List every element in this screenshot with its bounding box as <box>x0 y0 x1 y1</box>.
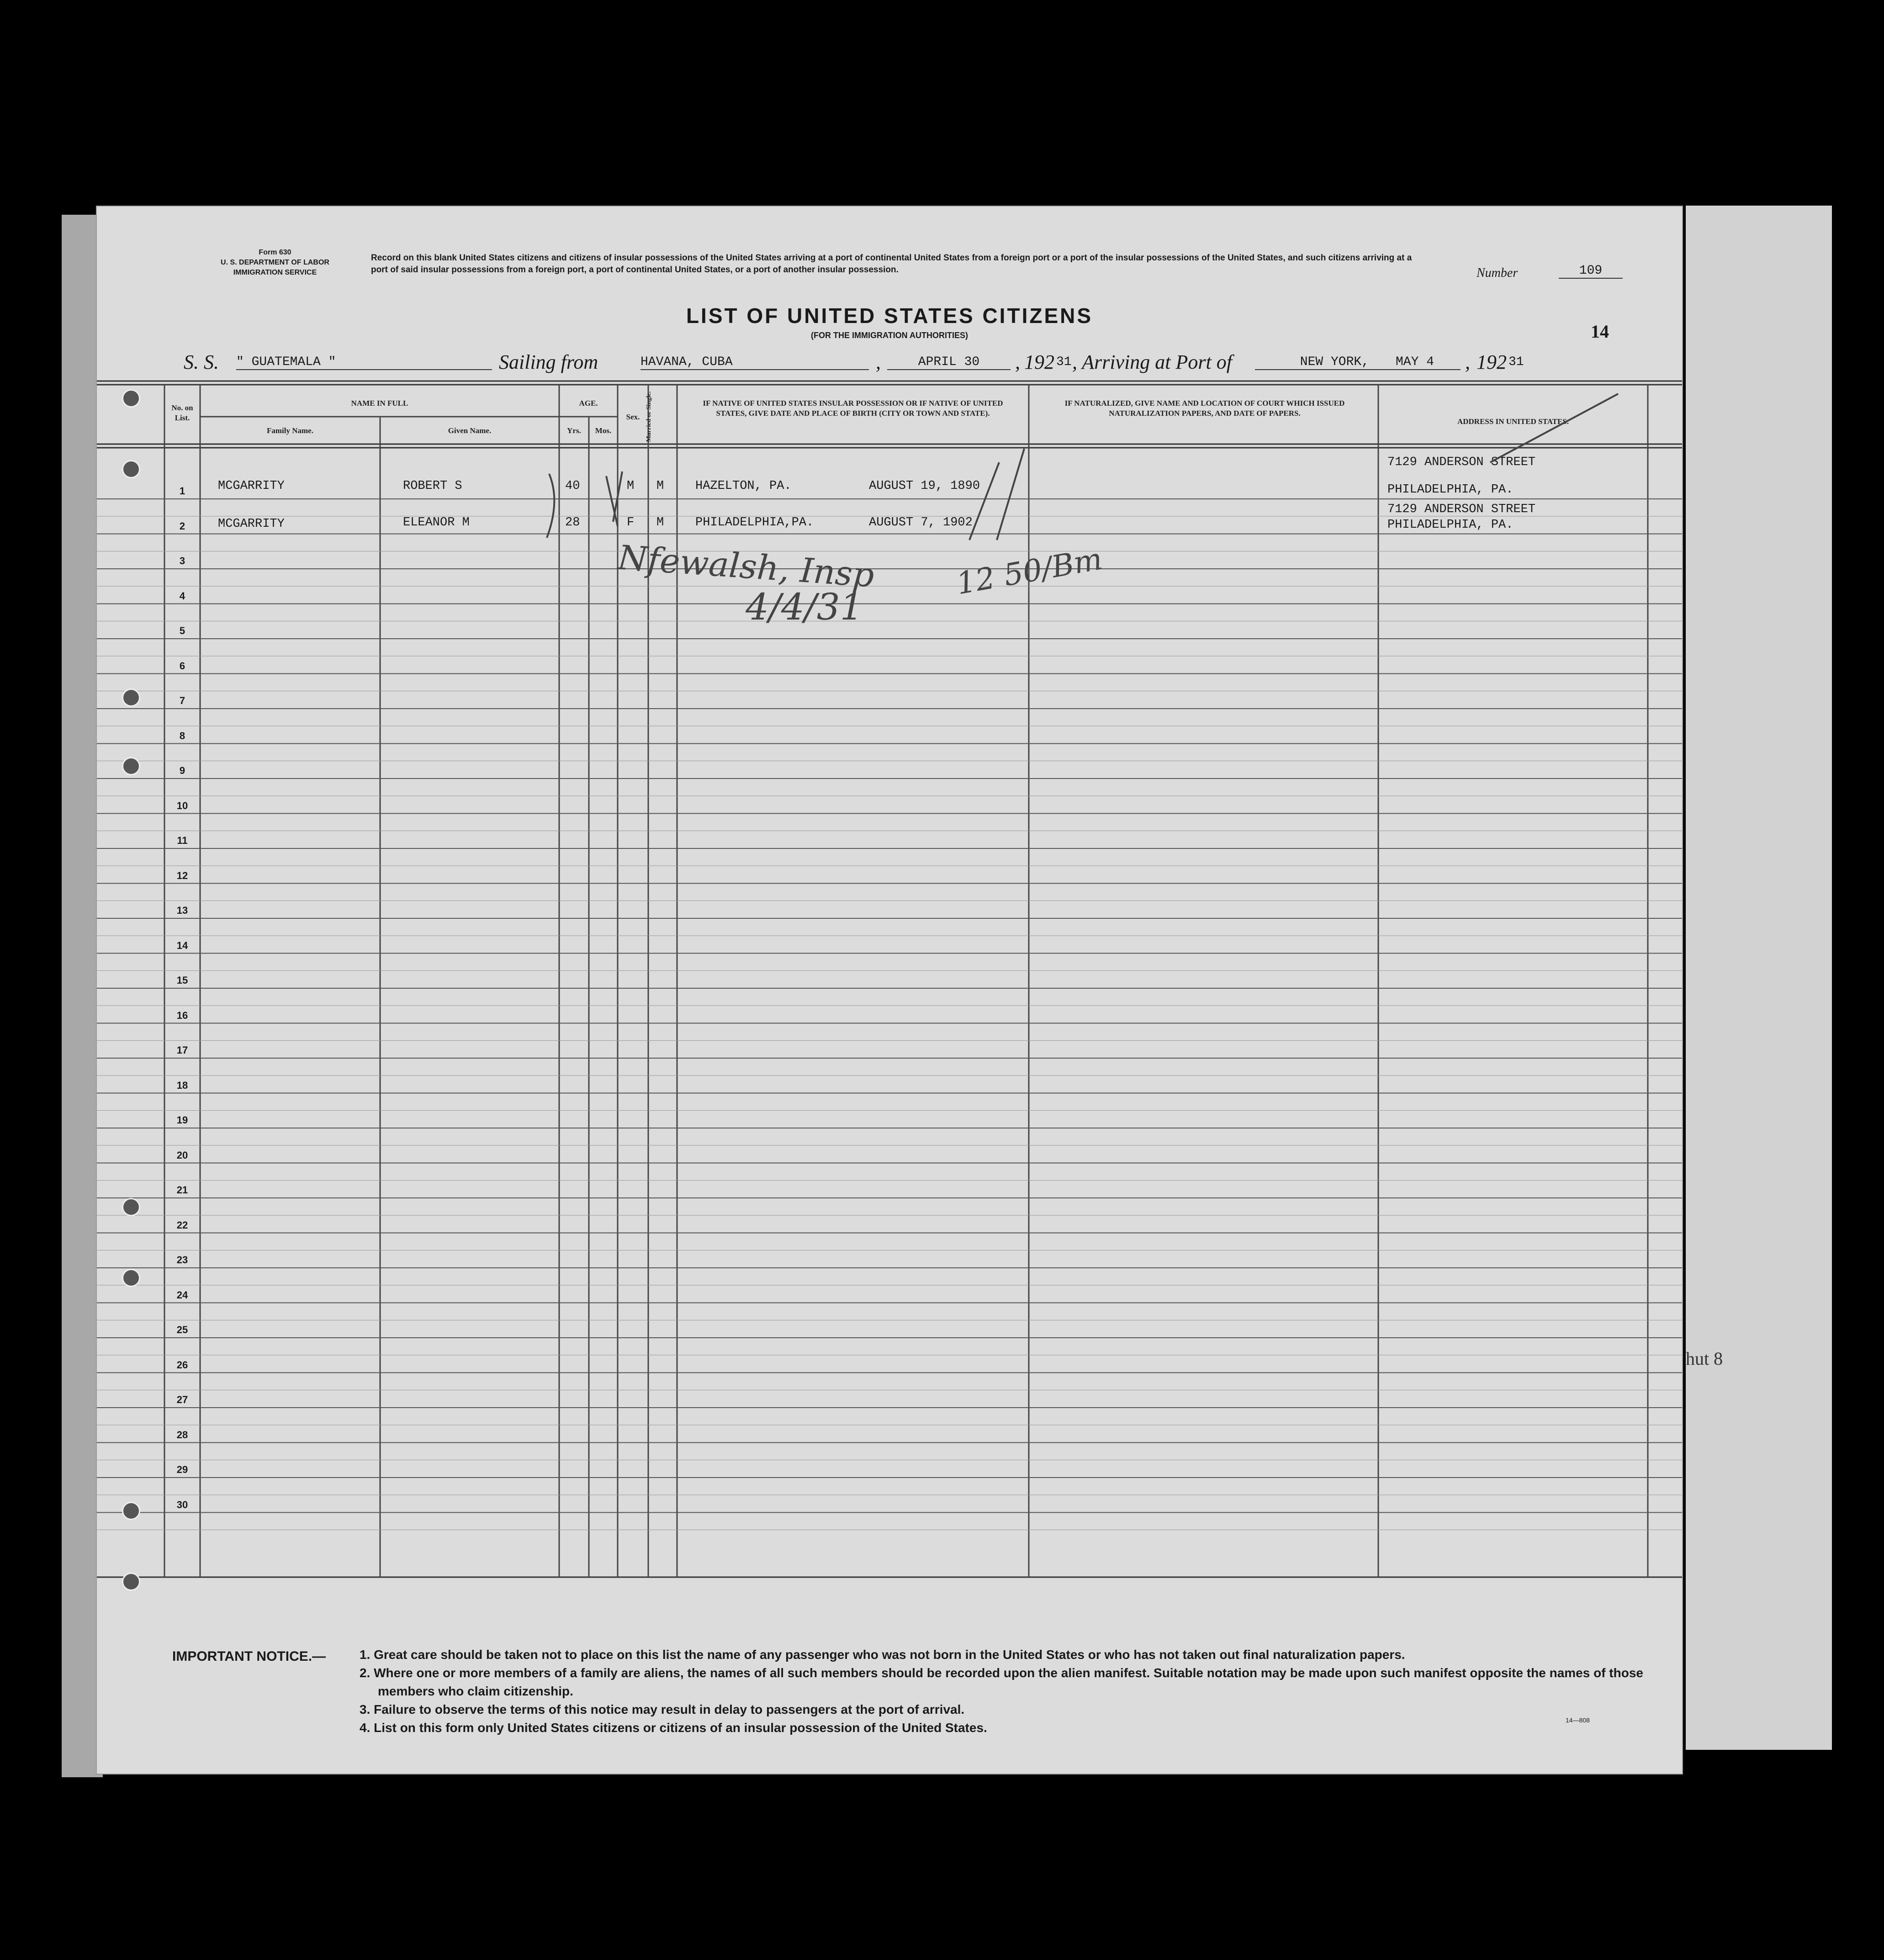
row-number: 24 <box>176 1289 188 1301</box>
inspector-signature: Nfewalsh, Insp <box>616 538 876 595</box>
row-number: 27 <box>176 1394 188 1405</box>
row-number: 13 <box>176 905 188 916</box>
arrival-year: 31 <box>1508 355 1524 369</box>
row-number: 8 <box>179 730 185 742</box>
row-number: 28 <box>176 1429 188 1441</box>
ss-label: S. S. <box>184 351 219 373</box>
comma-1: , <box>876 351 881 373</box>
sailing-label: Sailing from <box>499 351 598 373</box>
comma-2: , <box>1015 351 1020 373</box>
notice-lead: IMPORTANT NOTICE.— <box>172 1649 326 1664</box>
page-title: LIST OF UNITED STATES CITIZENS <box>686 304 1093 328</box>
family-name: MCGARRITY <box>218 479 285 493</box>
row-number: 3 <box>179 555 185 567</box>
age-years: 28 <box>565 516 580 530</box>
punch-hole <box>122 1573 140 1591</box>
row-number: 20 <box>176 1149 188 1161</box>
ship-name: " GUATEMALA " <box>236 355 492 370</box>
notice-items <box>360 1646 1657 1737</box>
birth-date: AUGUST 7, 1902 <box>869 516 973 530</box>
row-number: 18 <box>176 1079 188 1091</box>
col-header-family-name: Family Name. <box>267 426 313 435</box>
record-instructions: Record on this blank United States citizens and citizens of insular possessions of the United States arriving at a port of continental United States from a foreign port or a port of the insular possessions of the United States, and such citizens arriving at a port of said insular possessions from a foreign port, a port of continental United States, or a port of another insular possession. <box>371 253 1412 275</box>
row-number: 4 <box>179 590 185 602</box>
col-header-age: AGE. <box>579 399 598 408</box>
punch-hole <box>122 389 140 408</box>
form-number: Form 630 <box>259 249 291 256</box>
notice-item-4: 4. List on this form only United States citizens or citizens of an insular possession of the United States. <box>360 1721 987 1735</box>
row-number: 30 <box>176 1499 188 1510</box>
row-number: 22 <box>176 1219 188 1231</box>
row-number: 6 <box>179 660 185 672</box>
row-number: 26 <box>176 1359 188 1371</box>
departure-year: 31 <box>1056 355 1072 369</box>
row-number: 5 <box>179 625 185 636</box>
notice-item-3: 3. Failure to observe the terms of this notice may result in delay to passengers at the port of arrival. <box>360 1702 965 1716</box>
year-prefix-1: 192 <box>1024 351 1054 373</box>
col-header-number: No. on List. <box>171 403 193 422</box>
service-name: IMMIGRATION SERVICE <box>233 269 317 276</box>
age-years: 40 <box>565 479 580 493</box>
address-line-1: 7129 ANDERSON STREET <box>1387 456 1536 469</box>
punch-hole <box>122 757 140 775</box>
arrival-port: NEW YORK, <box>1255 355 1369 370</box>
department-name: U. S. DEPARTMENT OF LABOR <box>221 259 329 266</box>
birth-date: AUGUST 19, 1890 <box>869 479 980 493</box>
adjacent-page-strip <box>1686 206 1832 1750</box>
handwritten-ticks <box>97 207 1682 1774</box>
row-number: 2 <box>179 520 185 532</box>
row-number: 11 <box>177 835 188 846</box>
col-header-address: ADDRESS IN UNITED STATES. <box>1457 417 1569 426</box>
arrival-date: MAY 4 <box>1369 355 1461 370</box>
birth-place: PHILADELPHIA,PA. <box>695 516 814 530</box>
row-number: 10 <box>176 800 188 811</box>
row-number: 12 <box>176 869 188 881</box>
time-note: 12 50/Bm <box>953 541 1105 602</box>
col-header-naturalized: IF NATURALIZED, GIVE NAME AND LOCATION OF COURT WHICH ISSUED NATURALIZATION PAPERS, AND DATE OF PAPERS. <box>1064 399 1345 418</box>
row-number: 1 <box>179 485 185 497</box>
col-header-birth: IF NATIVE OF UNITED STATES INSULAR POSSESSION OR IF NATIVE OF UNITED STATES, GIVE DATE AND PLACE OF BIRTH (CITY OR TOWN AND STATE). <box>703 399 1003 418</box>
row-number: 21 <box>176 1184 188 1196</box>
row-number: 15 <box>176 975 188 986</box>
row-number: 16 <box>176 1009 188 1021</box>
col-header-sex: Sex. <box>626 413 640 421</box>
col-header-months: Mos. <box>595 426 612 435</box>
row-number: 19 <box>176 1114 188 1126</box>
notice-item-2: 2. Where one or more members of a family are aliens, the names of all such members should be recorded upon the alien manifest. Suitable notation may be made upon such manifest opposite the names of those members who claim citizenship. <box>360 1666 1643 1698</box>
address-line-2: PHILADELPHIA, PA. <box>1387 518 1514 532</box>
col-header-name-in-full: NAME IN FULL <box>351 399 408 408</box>
punch-hole <box>122 1502 140 1520</box>
marital-status: M <box>656 479 664 493</box>
family-name: MCGARRITY <box>218 517 285 531</box>
row-number: 29 <box>176 1464 188 1475</box>
sex: F <box>627 516 635 530</box>
printer-code: 14—808 <box>1566 1716 1590 1724</box>
inspection-date: 4/4/31 <box>746 586 863 628</box>
arriving-label: , Arriving at Port of <box>1072 351 1232 373</box>
notice-item-1: 1. Great care should be taken not to place on this list the name of any passenger who was not born in the United States or who has not taken out final naturalization papers. <box>360 1647 1405 1662</box>
number-label: Number <box>1477 266 1518 280</box>
departure-port: HAVANA, CUBA <box>640 355 869 370</box>
row-number: 23 <box>176 1254 188 1266</box>
row-number: 9 <box>179 765 185 776</box>
address-line-1: 7129 ANDERSON STREET <box>1387 503 1536 516</box>
sex: M <box>627 479 635 493</box>
year-prefix-2: 192 <box>1477 351 1507 373</box>
row-number: 25 <box>176 1324 188 1335</box>
given-name: ROBERT S <box>403 479 462 493</box>
punch-hole <box>122 460 140 478</box>
punch-hole <box>122 689 140 707</box>
punch-hole <box>122 1198 140 1216</box>
address-line-2: PHILADELPHIA, PA. <box>1387 483 1514 497</box>
col-header-given-name: Given Name. <box>448 426 492 435</box>
col-header-marital: Married or Single. <box>646 391 652 442</box>
number-value: 109 <box>1559 264 1623 279</box>
row-number: 14 <box>176 939 188 951</box>
birth-place: HAZELTON, PA. <box>695 479 792 493</box>
document-sheet <box>96 206 1683 1775</box>
row-number: 7 <box>179 695 185 706</box>
punch-hole <box>122 1269 140 1287</box>
departure-date: APRIL 30 <box>887 355 1011 370</box>
row-number: 17 <box>176 1044 188 1056</box>
page-subtitle: (FOR THE IMMIGRATION AUTHORITIES) <box>811 331 968 340</box>
sheet-number: 14 <box>1591 321 1609 342</box>
marital-status: M <box>656 516 664 530</box>
margin-handwriting: hut 8 <box>1686 1348 1723 1369</box>
given-name: ELEANOR M <box>403 516 470 530</box>
col-header-years: Yrs. <box>567 426 581 435</box>
comma-3: , <box>1465 351 1470 373</box>
